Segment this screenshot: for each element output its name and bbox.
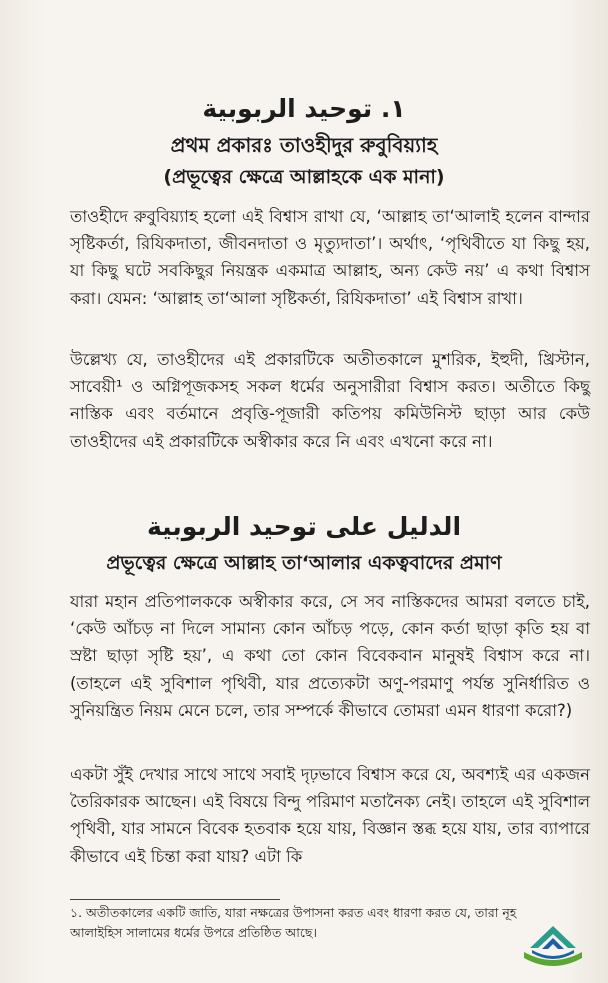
section2-paragraph-1: যারা মহান প্রতিপালককে অস্বীকার করে, সে সব নাস্তিকদের আমরা বলতে চাই, ‘কেউ আঁচড় না দিলে সামান্য কোন আঁচড় পড়ে, কোন কর্তা ছাড়া কৃতি হয় বা স্রষ্টা ছাড়া সৃষ্টি হয়’, এ কথা তো কোন বিবেকবান মানুষই বিশ্বাস করে না। (তাহলে এই সুবিশাল পৃথিবী, যার প্রত্যেকটা অণু-পরমাণু পর্যন্ত সুনির্ধারিত ও সুনিয়ন্ত্রিত নিয়ম মেনে চলে, তার সম্পর্কে কীভাবে তোমরা এমন ধারণা করো?) xyxy=(70,592,590,720)
section1-paragraph-2: উল্লেখ্য যে, তাওহীদের এই প্রকারটিকে অতীতকালে মুশরিক, ইহুদী, খ্রিস্টান, সাবেয়ী¹ ও অগ্নিপূজকসহ সকল ধর্মের অনুসারীরা বিশ্বাস করত। অতীতে কিছু নাস্তিক এবং বর্তমানে প্রবৃত্তি-পূজারী কতিপয় কমিউনিস্ট ছাড়া আর কেউ তাওহীদের এই প্রকারটিকে অস্বীকার করে নি এবং এখনো করে না। xyxy=(70,350,590,451)
section2-arabic-heading: الدليل على توحيد الربوبية xyxy=(146,512,462,541)
section1-bangla-heading: প্রথম প্রকারঃ তাওহীদুর রুবুবিয়্যাহ xyxy=(170,133,438,157)
footnote: ১. অতীতকালের একটি জাতি, যারা নক্ষত্রের উপাসনা করত এবং ধারণা করত যে, তারা নূহ আলাইহিস সালামের ধর্মের উপরে প্রতিষ্ঠিত আছে। xyxy=(70,905,517,940)
section2-bangla-heading: প্রভূত্বের ক্ষেত্রে আল্লাহ তা‘আলার একত্ববাদের প্রমাণ xyxy=(106,552,502,574)
publisher-logo-icon xyxy=(518,922,588,970)
section2-paragraph-2: একটা সুঁই দেখার সাথে সাথে সবাই দৃঢ়ভাবে বিশ্বাস করে যে, অবশ্যই এর একজন তৈরিকারক আছেন। এই বিষয়ে বিন্দু পরিমাণ মতানৈক্য নেই। তাহলে এই সুবিশাল পৃথিবী, যার সামনে বিবেক হতবাক হয়ে যায়, বিজ্ঞান স্তব্ধ হয়ে যায়, তার ব্যাপারে কীভাবে এই চিন্তা করা যায়? এটা কি xyxy=(70,765,590,866)
section1-arabic-heading: ١. توحيد الربوبية xyxy=(202,94,406,123)
section1-subheading: (প্রভূত্বের ক্ষেত্রে আল্লাহকে এক মানা) xyxy=(163,166,445,188)
footnote-divider xyxy=(70,899,280,900)
section1-paragraph-1: তাওহীদে রুবুবিয়্যাহ হলো এই বিশ্বাস রাখা যে, ‘আল্লাহ তা‘আলাই হলেন বান্দার সৃষ্টিকর্তা, রিযিকদাতা, জীবনদাতা ও মৃত্যুদাতা’। অর্থাৎ, ‘পৃথিবীতে যা কিছু হয়, যা কিছু ঘটে সবকিছুর নিয়ন্ত্রক একমাত্র আল্লাহ, অন্য কেউ নয়’ এ কথা বিশ্বাস করা। যেমন: ‘আল্লাহ তা‘আলা সৃষ্টিকর্তা, রিযিকদাতা’ এই বিশ্বাস রাখা। xyxy=(70,207,590,308)
